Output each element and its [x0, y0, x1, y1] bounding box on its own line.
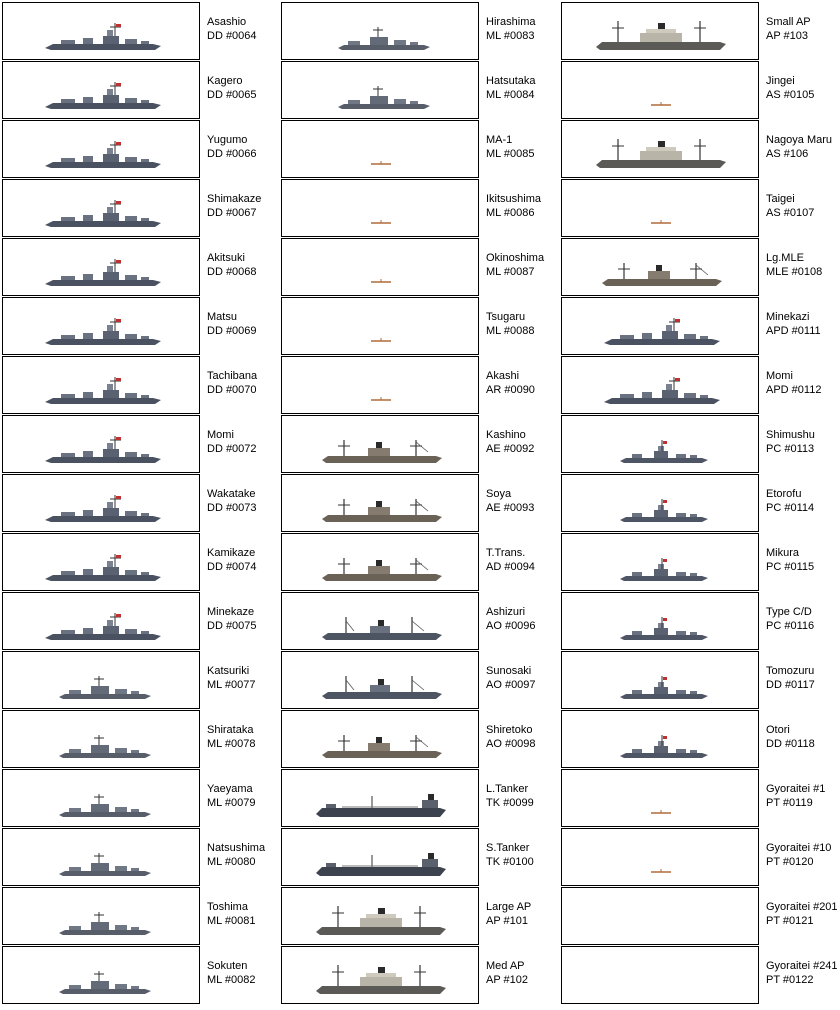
ship-code: DD #0075: [207, 620, 257, 632]
ship-code: ML #0082: [207, 974, 256, 986]
ship-label: [766, 841, 831, 869]
minelayer-ship-icon: [3, 888, 199, 944]
ship-label: [207, 900, 256, 928]
ship-label: [486, 251, 544, 279]
destroyer-ship-icon: [3, 475, 199, 531]
ship-image-frame: [2, 356, 200, 414]
ship-code: AO #0096: [486, 620, 536, 632]
ship-code: ML #0083: [486, 30, 535, 42]
minelayer-ship-icon: [3, 829, 199, 885]
ship-label: [766, 192, 814, 220]
ship-label: [766, 605, 814, 633]
ship-code: PT #0122: [766, 974, 814, 986]
ship-name: Hirashima: [486, 16, 536, 28]
ship-name: Etorofu: [766, 488, 802, 500]
ship-name: Mikura: [766, 547, 800, 559]
ship-name: Sokuten: [207, 960, 248, 972]
tanker-ship-icon: [282, 829, 478, 885]
ship-name: Natsushima: [207, 842, 266, 854]
destroyer-ship-icon: [3, 3, 199, 59]
ship-name: Momi: [207, 429, 234, 441]
ship-label: [766, 369, 821, 397]
ship-name: S.Tanker: [486, 842, 530, 854]
ship-code: AD #0094: [486, 561, 535, 573]
ship-name: Shimakaze: [207, 193, 262, 205]
ship-label: [766, 900, 838, 928]
ship-code: AO #0097: [486, 679, 536, 691]
minelayer-ship-icon: [3, 711, 199, 767]
ship-image-frame: [2, 415, 200, 473]
ship-code: AE #0092: [486, 443, 535, 455]
ship-image-frame: [281, 592, 479, 650]
ship-image-frame: [2, 533, 200, 591]
ship-image-frame: [281, 828, 479, 886]
minelayer-ship-icon: [3, 770, 199, 826]
ship-code: PC #0113: [766, 443, 815, 455]
ship-image-frame: [281, 61, 479, 119]
ship-image-frame: [561, 651, 759, 709]
cargo-ship-icon: [562, 239, 758, 295]
ship-label: [207, 369, 257, 397]
ship-code: DD #0069: [207, 325, 257, 337]
minelayer-ship-icon: [3, 947, 199, 1003]
ship-image-frame: [281, 2, 479, 60]
ship-label: [486, 782, 534, 810]
placeholder-ship-icon: [562, 180, 758, 236]
ship-code: AR #0090: [486, 384, 535, 396]
destroyer-ship-icon: [562, 357, 758, 413]
ship-name: L.Tanker: [486, 783, 529, 795]
ship-image-frame: [561, 61, 759, 119]
ship-name: Ikitsushima: [486, 193, 542, 205]
ship-image-frame: [561, 710, 759, 768]
ship-code: DD #0073: [207, 502, 257, 514]
ship-name: Nagoya Maru: [766, 134, 833, 146]
ship-image-frame: [2, 179, 200, 237]
ship-code: ML #0088: [486, 325, 535, 337]
ship-name: Yaeyama: [207, 783, 253, 795]
ship-label: [207, 251, 257, 279]
ship-image-frame: [281, 887, 479, 945]
destroyer-ship-icon: [3, 180, 199, 236]
ship-label: [766, 723, 815, 751]
ship-image-frame: [561, 179, 759, 237]
ship-label: [766, 428, 815, 456]
tanker-ship-icon: [282, 770, 478, 826]
minelayer-ship-icon: [282, 3, 478, 59]
ship-code: DD #0117: [766, 679, 815, 691]
ship-label: [207, 487, 257, 515]
ship-label: [486, 74, 536, 102]
ship-label: [766, 74, 814, 102]
ship-label: [766, 310, 821, 338]
ship-code: DD #0065: [207, 89, 257, 101]
ship-name: Gyoraitei #1: [766, 783, 826, 795]
ship-name: Akitsuki: [207, 252, 245, 264]
ship-name: Minekaze: [207, 606, 255, 618]
ship-image-frame: [281, 415, 479, 473]
ship-name: Med AP: [486, 960, 525, 972]
ship-image-frame: [561, 946, 759, 1004]
destroyer-ship-icon: [3, 298, 199, 354]
ship-label: [207, 841, 265, 869]
oiler-ship-icon: [282, 652, 478, 708]
ship-label: [207, 133, 257, 161]
ship-name: Gyoraitei #10: [766, 842, 832, 854]
destroyer-ship-icon: [3, 357, 199, 413]
ship-code: MLE #0108: [766, 266, 823, 278]
transport-ship-icon: [562, 121, 758, 177]
ship-image-frame: [281, 651, 479, 709]
ship-code: ML #0078: [207, 738, 256, 750]
ship-label: [207, 959, 256, 987]
ship-label: [207, 664, 256, 692]
destroyer-ship-icon: [3, 239, 199, 295]
ship-image-frame: [561, 415, 759, 473]
ship-label: [207, 546, 257, 574]
ship-image-frame: [281, 710, 479, 768]
ship-code: TK #0099: [486, 797, 534, 809]
transport-ship-icon: [282, 888, 478, 944]
ship-code: AS #0105: [766, 89, 815, 101]
ship-name: Small AP: [766, 16, 811, 28]
placeholder-ship-icon: [282, 239, 478, 295]
ship-code: AS #106: [766, 148, 809, 160]
ship-code: ML #0085: [486, 148, 535, 160]
ship-name: Soya: [486, 488, 512, 500]
ship-image-frame: [2, 887, 200, 945]
ship-name: T.Trans.: [486, 547, 526, 559]
ship-name: Hatsutaka: [486, 75, 536, 87]
destroyer-ship-icon: [3, 62, 199, 118]
ship-code: PC #0115: [766, 561, 815, 573]
empty-frame: [562, 947, 758, 1003]
ship-code: TK #0100: [486, 856, 534, 868]
ship-code: DD #0074: [207, 561, 257, 573]
ship-code: ML #0079: [207, 797, 256, 809]
ship-label: [486, 546, 535, 574]
ship-image-frame: [2, 651, 200, 709]
ship-code: PT #0121: [766, 915, 814, 927]
ship-label: [207, 605, 257, 633]
ship-label: [486, 841, 534, 869]
ship-name: Ashizuri: [486, 606, 526, 618]
ship-label: [486, 428, 534, 456]
ship-code: AP #102: [486, 974, 529, 986]
ship-name: Lg.MLE: [766, 252, 804, 264]
ship-label: [766, 251, 822, 279]
ship-image-frame: [281, 946, 479, 1004]
ship-image-frame: [2, 592, 200, 650]
ship-image-frame: [281, 356, 479, 414]
ship-name: Gyoraitei #201: [766, 901, 838, 913]
ship-name: Matsu: [207, 311, 237, 323]
placeholder-ship-icon: [562, 62, 758, 118]
destroyer-ship-icon: [3, 534, 199, 590]
ship-label: [486, 723, 536, 751]
ship-image-frame: [281, 769, 479, 827]
ship-name: Kagero: [207, 75, 243, 87]
ship-name: Jingei: [766, 75, 795, 87]
ship-label: [766, 546, 814, 574]
ship-name: Gyoraitei #241: [766, 960, 838, 972]
ship-name: Momi: [766, 370, 793, 382]
cargo-ship-icon: [282, 711, 478, 767]
ship-name: Tsugaru: [486, 311, 526, 323]
ship-name: MA-1: [486, 134, 513, 146]
ship-code: PC #0116: [766, 620, 815, 632]
escort-ship-icon: [562, 534, 758, 590]
ship-code: APD #0112: [766, 384, 822, 396]
ship-image-frame: [561, 592, 759, 650]
ship-name: Shirataka: [207, 724, 254, 736]
transport-ship-icon: [562, 3, 758, 59]
ship-code: DD #0066: [207, 148, 257, 160]
ship-name: Otori: [766, 724, 790, 736]
ship-code: ML #0077: [207, 679, 256, 691]
ship-label: [207, 74, 257, 102]
ship-code: DD #0067: [207, 207, 257, 219]
ship-label: [207, 723, 256, 751]
ship-label: [486, 664, 536, 692]
ship-name: Kashino: [486, 429, 526, 441]
ship-label: [207, 428, 257, 456]
ship-code: AP #103: [766, 30, 809, 42]
ship-label: [486, 369, 535, 397]
empty-frame: [562, 888, 758, 944]
escort-ship-icon: [562, 652, 758, 708]
ship-image-frame: [561, 474, 759, 532]
ship-label: [207, 310, 257, 338]
ship-code: ML #0081: [207, 915, 256, 927]
ship-image-frame: [561, 828, 759, 886]
ship-name: Wakatake: [207, 488, 256, 500]
cargo-ship-icon: [282, 534, 478, 590]
ship-name: Akashi: [486, 370, 520, 382]
ship-label: [766, 133, 832, 161]
escort-ship-icon: [562, 593, 758, 649]
ship-label: [486, 192, 541, 220]
ship-image-frame: [561, 120, 759, 178]
placeholder-ship-icon: [562, 770, 758, 826]
minelayer-ship-icon: [3, 652, 199, 708]
ship-image-frame: [2, 238, 200, 296]
ship-code: ML #0087: [486, 266, 535, 278]
ship-image-frame: [281, 297, 479, 355]
ship-name: Large AP: [486, 901, 532, 913]
ship-image-frame: [2, 474, 200, 532]
ship-label: [486, 605, 536, 633]
ship-image-frame: [281, 474, 479, 532]
cargo-ship-icon: [282, 475, 478, 531]
ship-image-frame: [561, 533, 759, 591]
ship-image-frame: [561, 769, 759, 827]
destroyer-ship-icon: [3, 593, 199, 649]
placeholder-ship-icon: [282, 121, 478, 177]
ship-image-frame: [2, 769, 200, 827]
cargo-ship-icon: [282, 416, 478, 472]
placeholder-ship-icon: [282, 298, 478, 354]
ship-code: PT #0120: [766, 856, 814, 868]
placeholder-ship-icon: [562, 829, 758, 885]
ship-code: DD #0064: [207, 30, 257, 42]
transport-ship-icon: [282, 947, 478, 1003]
ship-code: DD #0070: [207, 384, 257, 396]
escort-ship-icon: [562, 711, 758, 767]
ship-image-frame: [2, 710, 200, 768]
ship-code: AO #0098: [486, 738, 536, 750]
ship-code: APD #0111: [766, 325, 821, 337]
ship-image-frame: [2, 297, 200, 355]
minelayer-ship-icon: [282, 62, 478, 118]
ship-label: [486, 487, 534, 515]
ship-code: AS #0107: [766, 207, 815, 219]
ship-image-frame: [2, 120, 200, 178]
ship-label: [766, 15, 811, 43]
ship-name: Okinoshima: [486, 252, 545, 264]
placeholder-ship-icon: [282, 180, 478, 236]
ship-code: DD #0068: [207, 266, 257, 278]
ship-image-frame: [281, 238, 479, 296]
placeholder-ship-icon: [282, 357, 478, 413]
ship-image-frame: [561, 887, 759, 945]
ship-image-frame: [2, 946, 200, 1004]
ship-image-frame: [281, 179, 479, 237]
ship-name: Katsuriki: [207, 665, 250, 677]
destroyer-ship-icon: [3, 416, 199, 472]
ship-label: [486, 900, 531, 928]
ship-code: AE #0093: [486, 502, 535, 514]
ship-label: [486, 959, 528, 987]
ship-image-frame: [2, 2, 200, 60]
ship-label: [486, 15, 536, 43]
ship-image-frame: [2, 61, 200, 119]
ship-code: ML #0084: [486, 89, 535, 101]
destroyer-ship-icon: [3, 121, 199, 177]
ship-code: DD #0072: [207, 443, 257, 455]
ship-label: [766, 782, 825, 810]
ship-label: [766, 664, 815, 692]
ship-code: ML #0080: [207, 856, 256, 868]
ship-label: [486, 310, 535, 338]
ship-image-frame: [561, 238, 759, 296]
ship-name: Kamikaze: [207, 547, 256, 559]
ship-name: Yugumo: [207, 134, 248, 146]
ship-image-frame: [561, 297, 759, 355]
ship-label: [207, 192, 261, 220]
ship-label: [766, 487, 814, 515]
ship-code: PC #0114: [766, 502, 815, 514]
ship-name: Tachibana: [207, 370, 258, 382]
ship-label: [486, 133, 535, 161]
ship-name: Toshima: [207, 901, 248, 913]
ship-name: Sunosaki: [486, 665, 532, 677]
escort-ship-icon: [562, 416, 758, 472]
ship-code: ML #0086: [486, 207, 535, 219]
ship-label: [766, 959, 838, 987]
ship-code: AP #101: [486, 915, 529, 927]
ship-name: Shimushu: [766, 429, 815, 441]
ship-image-frame: [281, 120, 479, 178]
destroyer-ship-icon: [562, 298, 758, 354]
ship-code: PT #0119: [766, 797, 813, 809]
ship-image-frame: [561, 356, 759, 414]
ship-image-frame: [2, 828, 200, 886]
ship-name: Type C/D: [766, 606, 812, 618]
escort-ship-icon: [562, 475, 758, 531]
ship-name: Asashio: [207, 16, 247, 28]
oiler-ship-icon: [282, 593, 478, 649]
ship-label: [207, 782, 256, 810]
ship-name: Shiretoko: [486, 724, 533, 736]
ship-name: Taigei: [766, 193, 795, 205]
ship-name: Minekazi: [766, 311, 810, 323]
ship-code: DD #0118: [766, 738, 815, 750]
ship-name: Tomozuru: [766, 665, 815, 677]
ship-label: [207, 15, 257, 43]
ship-image-frame: [561, 2, 759, 60]
ship-image-frame: [281, 533, 479, 591]
